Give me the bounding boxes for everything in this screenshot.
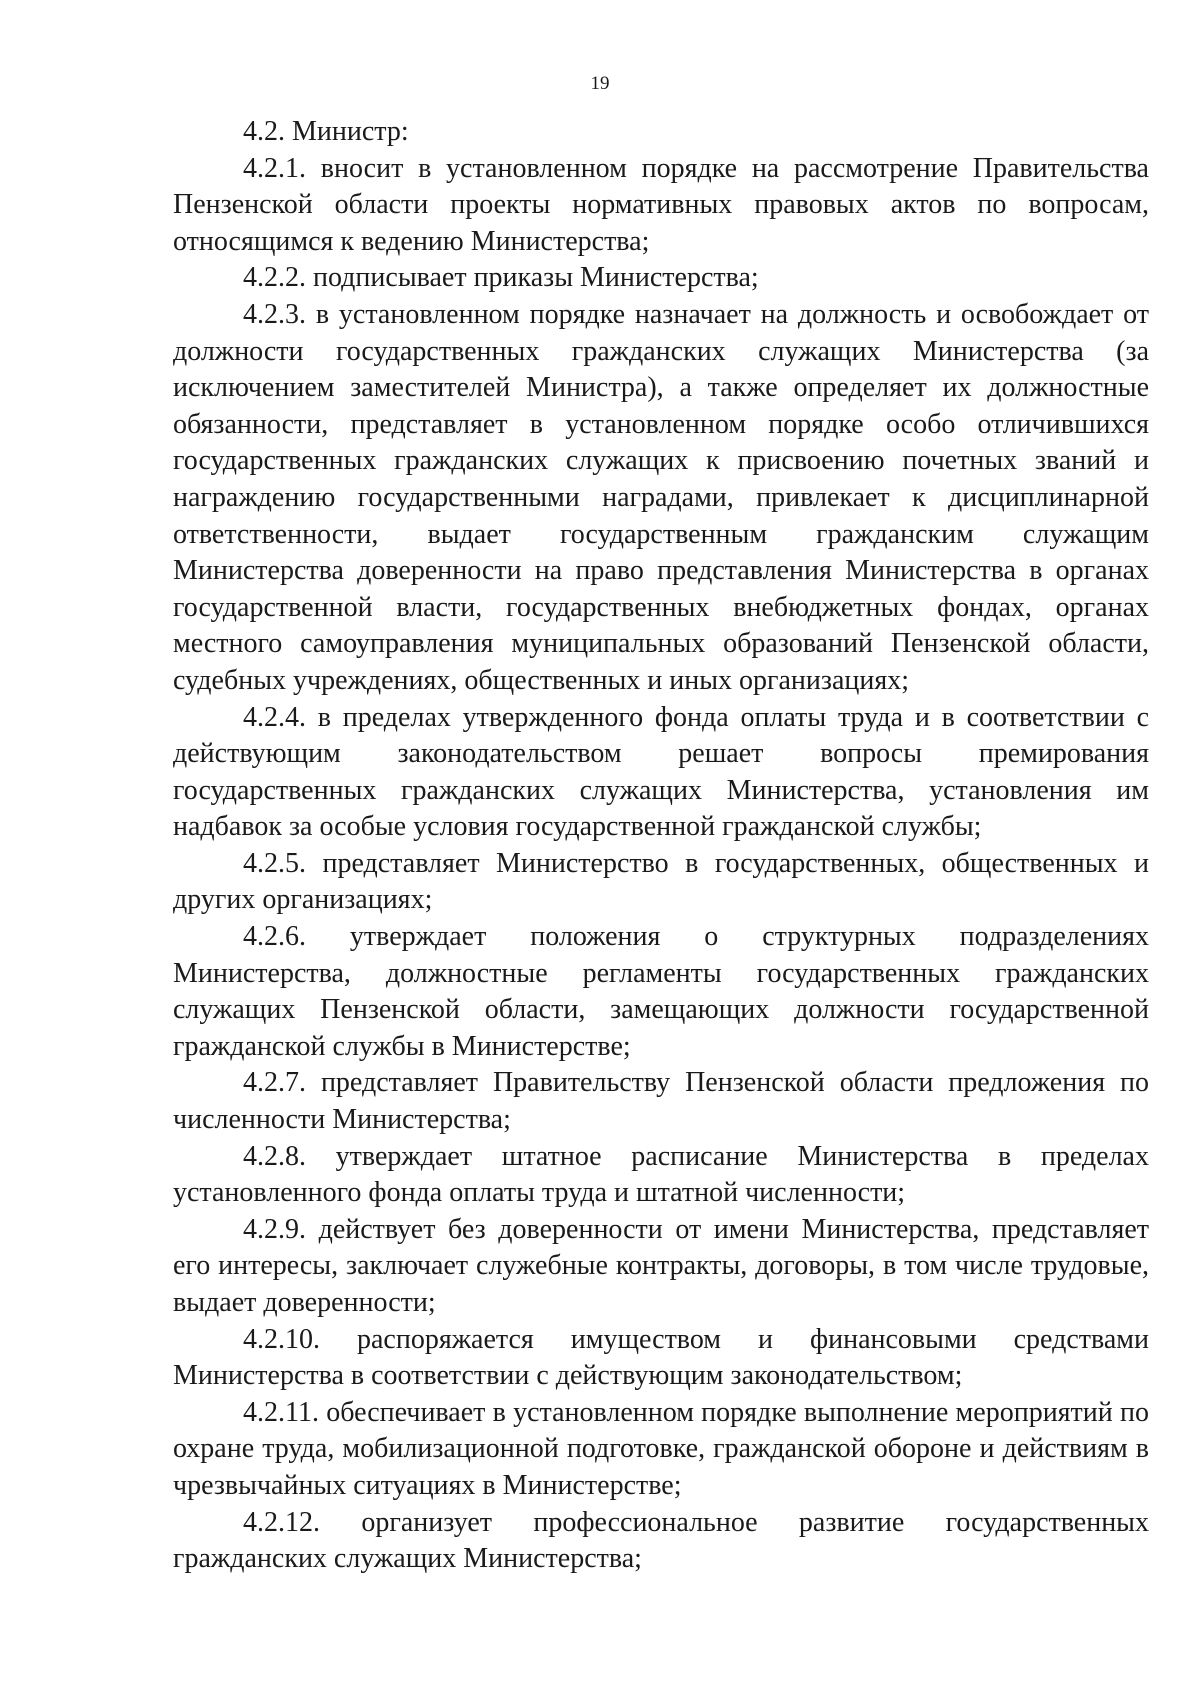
paragraph-4-2-4: 4.2.4. в пределах утвержденного фонда оплаты труда и в соответствии с действующим законодательством решает вопросы премирования государственных гражданских служащих Министерства, установления им надбавок за особые условия государственной гражданской службы;: [173, 701, 1149, 843]
paragraph-4-2-12: 4.2.12. организует профессиональное развитие государственных гражданских служащих Министерства;: [173, 1506, 1149, 1575]
paragraph-4-2-1: 4.2.1. вносит в установленном порядке на рассмотрение Правительства Пензенской области проекты нормативных правовых актов по вопросам, относящимся к ведению Министерства;: [173, 152, 1149, 257]
paragraph-4-2-2: 4.2.2. подписывает приказы Министерства;: [243, 262, 759, 294]
paragraph-4-2-11: 4.2.11. обеспечивает в установленном порядке выполнение мероприятий по охране труда, мобилизационной подготовке, гражданской обороне и действиям в чрезвычайных ситуациях в Министерстве;: [173, 1396, 1149, 1501]
paragraph-4-2-9: 4.2.9. действует без доверенности от имени Министерства, представляет его интересы, заключает служебные контракты, договоры, в том числе трудовые, выдает доверенности;: [173, 1213, 1149, 1318]
document-body: [173, 114, 1149, 1578]
paragraph-4-2-3: 4.2.3. в установленном порядке назначает на должность и освобождает от должности государственных гражданских служащих Министерства (за исключением заместителей Министра), а также определяет их должностные обязанности, представляет в установленном порядке особо отличившихся государственных гражданских служащих к присвоению почетных званий и награждению государственными наградами, привлекает к дисциплинарной ответственности, выдает государственным гражданским служащим Министерства доверенности на право представления Министерства в органах государственной власти, государственных внебюджетных фондах, органах местного самоуправления муниципальных образований Пензенской области, судебных учреждениях, общественных и иных организациях;: [173, 298, 1149, 696]
page-number: 19: [590, 73, 610, 94]
paragraph-4-2-7: 4.2.7. представляет Правительству Пензенской области предложения по численности Министерства;: [173, 1067, 1149, 1136]
paragraph-4-2-10: 4.2.10. распоряжается имуществом и финансовыми средствами Министерства в соответствии с действующим законодательством;: [173, 1323, 1149, 1392]
paragraph-4-2: 4.2. Министр:: [243, 116, 409, 147]
paragraph-4-2-6: 4.2.6. утверждает положения о структурных подразделениях Министерства, должностные регламенты государственных гражданских служащих Пензенской области, замещающих должности государственной гражданской службы в Министерстве;: [173, 921, 1149, 1062]
paragraph-4-2-8: 4.2.8. утверждает штатное расписание Министерства в пределах установленного фонда оплаты труда и штатной численности;: [173, 1140, 1149, 1209]
paragraph-4-2-5: 4.2.5. представляет Министерство в государственных, общественных и других организациях;: [173, 847, 1149, 916]
